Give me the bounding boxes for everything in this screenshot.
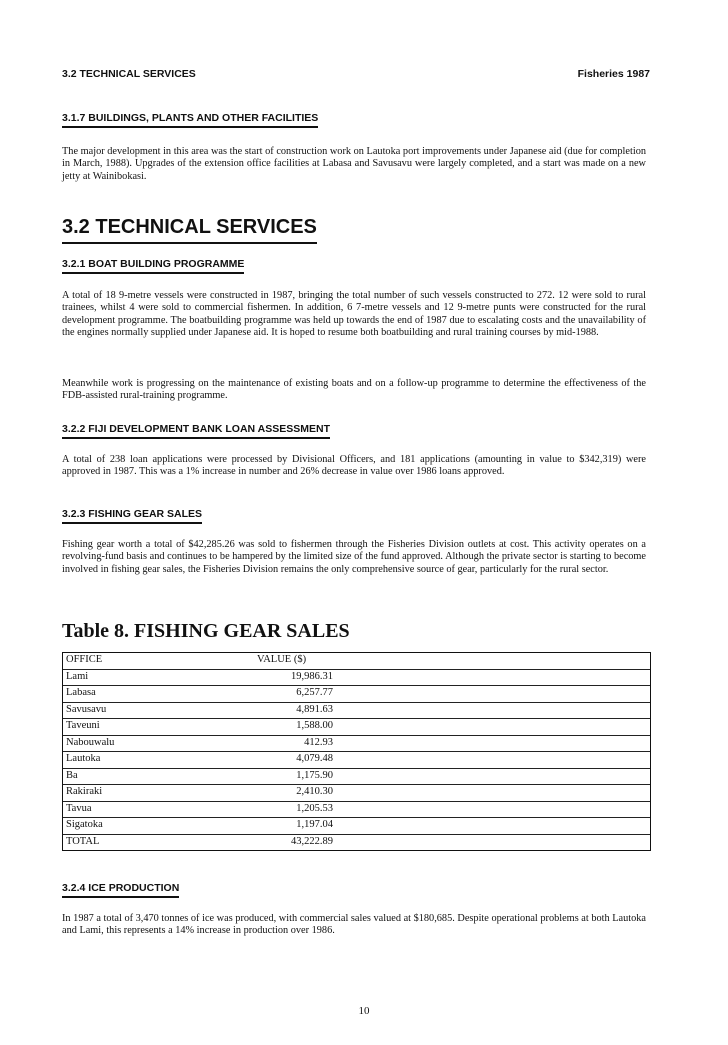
value-cell: 43,222.89 (291, 835, 333, 847)
office-cell: Labasa (66, 687, 96, 698)
office-cell: Tavua (66, 802, 92, 814)
paragraph-3-2-1-b: Meanwhile work is progressing on the maintenance of existing boats and on a follow-up programme to determine the effectiveness of the FDB-assisted rural-training programme. (62, 378, 646, 402)
table-row (63, 719, 650, 736)
paragraph-3-2-4: In 1987 a total of 3,470 tonnes of ice was produced, with commercial sales valued at $180,685. Despite operational problems at both Lautoka and Lami, this represents a 14% increase in production over 1986. (62, 913, 646, 937)
value-cell: 1,205.53 (296, 802, 333, 814)
office-cell: Lautoka (66, 753, 101, 764)
paragraph-3-2-2: A total of 238 loan applications were processed by Divisional Officers, and 181 applications (amounting in value to $342,319) were approved in 1987. This was a 1% increase in number and 26% decrease in value over 1986 loans approved. (62, 454, 646, 478)
table-row (63, 818, 650, 835)
running-header-section: 3.2 TECHNICAL SERVICES (62, 68, 196, 80)
fishing-gear-sales-table (62, 652, 651, 851)
value-cell: 4,079.48 (296, 753, 333, 764)
value-cell: 1,197.04 (296, 819, 333, 830)
table-row (63, 785, 650, 802)
paragraph-3-2-3: Fishing gear worth a total of $42,285.26 was sold to fishermen through the Fisheries Division outlets at cost. This activity operates on a revolving-fund basis and continues to be hampered by the limited size of the fund approved. Although the private sector is starting to become involved in fishing gear sales, the Fisheries Division remains the only comprehensive source of gear, particularly for the rural sector. (62, 539, 646, 575)
running-header-report: Fisheries 1987 (577, 68, 650, 80)
value-cell: 2,410.30 (296, 786, 333, 797)
table-row (63, 736, 650, 753)
value-cell: 1,588.00 (296, 720, 333, 731)
paragraph-3-1-7: The major development in this area was the start of construction work on Lautoka port improvements under Japanese aid (due for completion in March, 1988). Upgrades of the extension office facilities at Labasa and Savusavu were largely completed, and a start was made on a new jetty at Wainibokasi. (62, 146, 646, 182)
paragraph-3-2-1-a: A total of 18 9-metre vessels were constructed in 1987, bringing the total number of such vessels constructed to 272. 12 were sold to rural trainees, whilst 4 were sold to commercial fishermen. In addition, 6 7-metre vessels and 12 9-metre punts were constructed for the rural development programme. The boatbuilding programme was held up towards the end of 1987 due to escalating costs and the unavailability of the engines normally supplied under Japanese aid. It is hoped to resume both boatbuilding and rural training courses by mid-1988. (62, 290, 646, 338)
table-row (63, 752, 650, 769)
table-row (63, 686, 650, 703)
heading-3-2: 3.2 TECHNICAL SERVICES (62, 216, 317, 244)
table-total-row (63, 835, 650, 851)
heading-3-2-2: 3.2.2 FIJI DEVELOPMENT BANK LOAN ASSESSMENT (62, 423, 330, 439)
column-header-value: VALUE ($) (257, 654, 307, 665)
column-header-office: OFFICE (66, 654, 103, 665)
value-cell: 412.93 (304, 736, 333, 748)
heading-3-2-3: 3.2.3 FISHING GEAR SALES (62, 508, 202, 524)
office-cell: Ba (66, 769, 78, 781)
office-cell: Savusavu (66, 703, 107, 715)
page-number: 10 (358, 1005, 370, 1017)
value-cell: 4,891.63 (296, 703, 333, 715)
value-cell: 6,257.77 (296, 687, 333, 698)
table-header-row (63, 653, 650, 670)
table-title: Table 8. FISHING GEAR SALES (62, 620, 350, 642)
value-cell: 1,175.90 (296, 769, 333, 781)
office-cell: Rakiraki (66, 786, 103, 797)
heading-3-2-4: 3.2.4 ICE PRODUCTION (62, 882, 179, 898)
office-cell: Nabouwalu (66, 736, 115, 748)
table-row (63, 802, 650, 819)
value-cell: 19,986.31 (291, 670, 333, 682)
office-cell: Sigatoka (66, 819, 103, 830)
office-cell: Lami (66, 670, 89, 682)
office-cell: Taveuni (66, 720, 100, 731)
heading-3-2-1: 3.2.1 BOAT BUILDING PROGRAMME (62, 258, 244, 274)
office-cell: TOTAL (66, 835, 100, 847)
table-row (63, 769, 650, 786)
table-row (63, 670, 650, 687)
table-row (63, 703, 650, 720)
heading-3-1-7: 3.1.7 BUILDINGS, PLANTS AND OTHER FACILITIES (62, 112, 318, 128)
